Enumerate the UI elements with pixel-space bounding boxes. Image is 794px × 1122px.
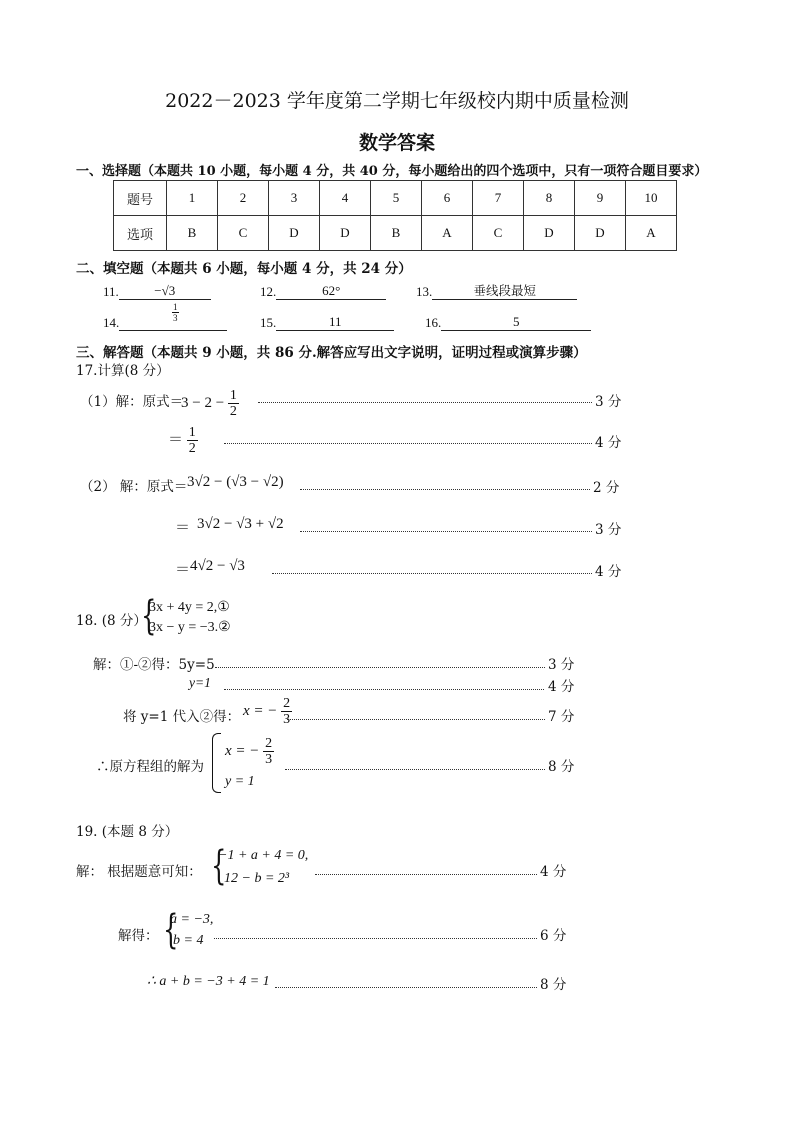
q19-label: 19. (本题 8 分）: [76, 824, 179, 840]
frac-denominator: 3: [173, 313, 178, 323]
dot-leader: [272, 573, 592, 574]
page-title: 2022－2023 学年度第二学期七年级校内期中质量检测: [165, 90, 629, 112]
table-cell: 10: [626, 181, 677, 216]
expr-text: x = −: [243, 702, 278, 719]
frac-numerator: 2: [265, 736, 273, 751]
row-label-number: 题号: [114, 181, 167, 216]
q17-part2-prefix: （2） 解：原式＝: [80, 479, 188, 495]
score-label: 2 分: [593, 480, 620, 496]
table-cell: 1: [167, 181, 218, 216]
item-number: 16.: [425, 315, 442, 330]
q19-eq1: −1 + a + 4 = 0,: [218, 848, 309, 863]
frac-denominator: 2: [188, 441, 196, 456]
dot-leader: [224, 443, 592, 444]
row-label-answer: 选项: [114, 216, 167, 251]
fill-answer: 62°: [276, 283, 386, 300]
fill-item-12: [260, 283, 386, 300]
q17-part2-eq3: ＝: [175, 562, 191, 578]
score-label: 3 分: [548, 657, 575, 673]
fraction-one-third: [172, 302, 179, 323]
table-cell: 9: [575, 181, 626, 216]
item-number: 15.: [260, 315, 277, 330]
q17-part2-line3: 4√2 − √3: [190, 558, 245, 574]
q18-step1: 解：①-②得：5y=5: [93, 657, 215, 673]
frac-numerator: 2: [283, 696, 291, 711]
frac-denominator: 3: [265, 752, 273, 767]
frac-denominator: 2: [229, 404, 237, 419]
fraction-two-thirds: [281, 696, 292, 727]
dot-leader: [224, 689, 544, 690]
frac-denominator: 3: [283, 712, 291, 727]
expr-text: x = −: [225, 742, 260, 759]
dot-leader: [300, 489, 590, 490]
score-label: 4 分: [595, 435, 622, 451]
score-label: 4 分: [540, 864, 567, 880]
table-cell: C: [473, 216, 524, 251]
score-label: 4 分: [595, 564, 622, 580]
q19-solve-label: 解得：: [118, 928, 159, 944]
q18-conclusion: ∴原方程组的解为: [96, 759, 204, 775]
dot-leader: [287, 719, 545, 720]
section2-heading: 二、填空题（本题共 6 小题，每小题 4 分，共 24 分）: [76, 261, 412, 277]
table-cell: 7: [473, 181, 524, 216]
fraction-half: [228, 388, 239, 419]
dot-leader: [258, 402, 592, 403]
table-cell: D: [320, 216, 371, 251]
table-cell: A: [422, 216, 473, 251]
q18-step2: y=1: [189, 675, 211, 690]
table-cell: A: [626, 216, 677, 251]
dot-leader: [275, 987, 537, 988]
fraction-half: [187, 425, 198, 456]
q17-part2-line1: 3√2 − (√3 − √2): [187, 474, 284, 490]
table-cell: 6: [422, 181, 473, 216]
frac-numerator: 1: [173, 302, 178, 312]
table-cell: 8: [524, 181, 575, 216]
item-number: 13.: [416, 284, 433, 299]
dot-leader: [214, 938, 537, 939]
score-label: 8 分: [548, 759, 575, 775]
q17-part1-prefix: （1）解：原式＝: [80, 394, 184, 410]
fill-answer: −√3: [119, 283, 211, 300]
table-cell: D: [524, 216, 575, 251]
q17-part2-line2: 3√2 − √3 + √2: [197, 516, 284, 532]
score-label: 8 分: [540, 977, 567, 993]
score-label: 3 分: [595, 394, 622, 410]
table-cell: 3: [269, 181, 320, 216]
q19-eq2: 12 − b = 2³: [224, 871, 290, 886]
table-cell: B: [167, 216, 218, 251]
table-cell: B: [371, 216, 422, 251]
q18-label: 18. (8 分）: [76, 613, 147, 629]
item-number: 14.: [103, 315, 120, 330]
table-cell: C: [218, 216, 269, 251]
q17-part2-eq2: ＝: [175, 520, 191, 536]
answer-table: [113, 180, 677, 251]
table-row-numbers: [114, 181, 677, 216]
q17-label: 17.计算(8 分）: [76, 363, 170, 379]
frac-numerator: 1: [188, 425, 196, 440]
left-brace: {: [141, 593, 157, 639]
dot-leader: [215, 667, 545, 668]
table-row-answers: [114, 216, 677, 251]
section3-heading: 三、解答题（本题共 9 小题，共 86 分.解答应写出文字说明，证明过程或演算步骤）: [76, 345, 587, 361]
q18-step3-prefix: 将 y=1 代入②得：: [123, 709, 241, 725]
fill-item-11: [103, 283, 211, 300]
left-brace: {: [211, 843, 227, 889]
q19-prefix: 解： 根据题意可知：: [76, 864, 202, 880]
score-label: 7 分: [548, 709, 575, 725]
item-number: 11.: [103, 284, 119, 299]
fill-item-16: [425, 314, 591, 331]
page-subtitle: 数学答案: [358, 132, 435, 154]
item-number: 12.: [260, 284, 277, 299]
score-label: 3 分: [595, 522, 622, 538]
q19-final: ∴ a + b = −3 + 4 = 1: [147, 974, 270, 989]
left-brace: {: [163, 907, 179, 953]
q19-sol2: b = 4: [173, 933, 204, 948]
q18-solution-y: y = 1: [225, 774, 255, 789]
score-label: 6 分: [540, 928, 567, 944]
table-cell: D: [575, 216, 626, 251]
left-brace: [212, 733, 221, 793]
table-cell: 5: [371, 181, 422, 216]
fill-answer: 5: [441, 314, 591, 331]
table-cell: D: [269, 216, 320, 251]
fill-item-14: [103, 314, 227, 331]
dot-leader: [285, 769, 545, 770]
q18-step3-math: [243, 696, 292, 727]
score-label: 4 分: [548, 679, 575, 695]
q17-part1-expr: [181, 388, 239, 419]
fill-item-15: [260, 314, 394, 331]
fill-answer: 11: [276, 314, 394, 331]
section1-heading: 一、选择题（本题共 10 小题，每小题 4 分，共 40 分，每小题给出的四个选项中，只有一项符合题目要求）: [76, 164, 708, 179]
fraction-two-thirds: [263, 736, 274, 767]
q19-sol1: a = −3,: [170, 912, 214, 927]
q18-solution-x: [225, 736, 274, 767]
table-cell: 2: [218, 181, 269, 216]
dot-leader: [315, 874, 537, 875]
q18-eq1: 3x + 4y = 2,①: [149, 600, 230, 615]
equals-sign: ＝: [168, 431, 184, 448]
fill-item-13: [416, 283, 577, 300]
table-cell: 4: [320, 181, 371, 216]
expr-text: 3 − 2 −: [181, 394, 225, 411]
frac-numerator: 1: [229, 388, 237, 403]
q17-part1-result: [168, 425, 198, 456]
fill-answer: 垂线段最短: [432, 283, 577, 300]
q18-eq2: 3x − y = −3.②: [149, 620, 231, 635]
dot-leader: [300, 531, 592, 532]
